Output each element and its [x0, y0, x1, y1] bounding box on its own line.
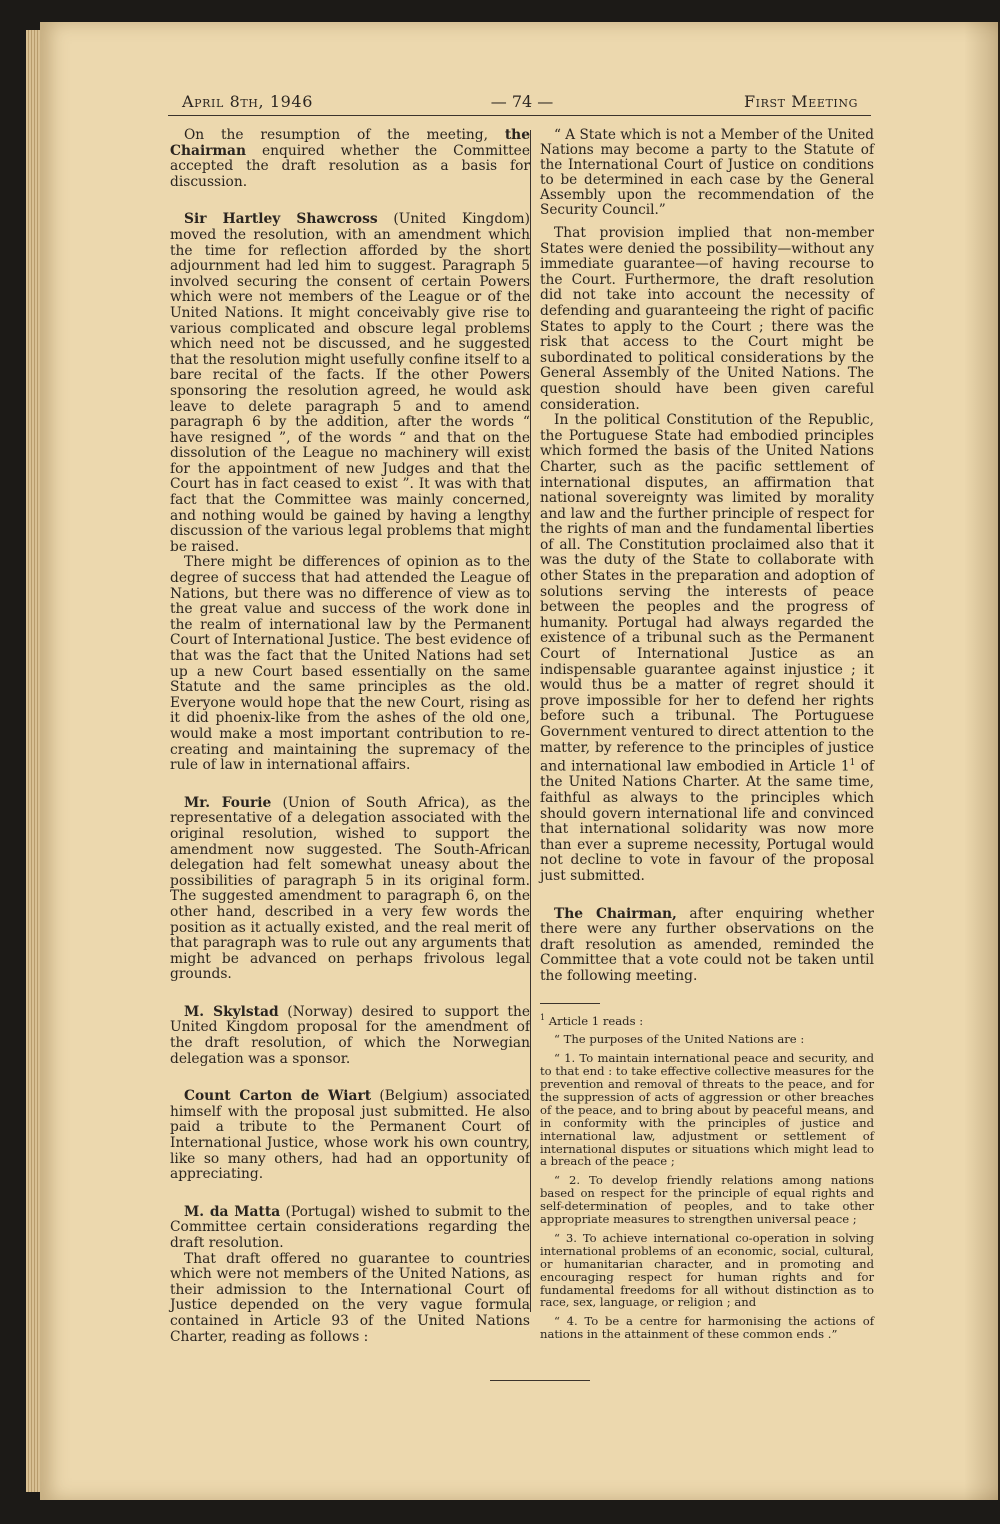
speaker-name: Count Carton de Wiart — [184, 1088, 372, 1105]
speaker-name: M. Skylstad — [184, 1003, 279, 1020]
paragraph: That provision implied that non-member States were denied the possibility—without any immediate guarantee—of having recourse to the Court. Furthermore, the draft resolution did not take into account the necessity of defending and guaranteeing the right of pacific States to apply to the Court ; there was the risk that access to the Court might be subordinated to political considerations by the General Assembly of the United Nations. The question should have been given careful consideration. — [540, 225, 874, 413]
footnote-item: “ 4. To be a centre for harmonising the actions of nations in the attainment of these common ends .” — [540, 1314, 874, 1342]
footnote — [540, 1012, 874, 1342]
text-run: (Norway) desired to support the United Kingdom proposal for the amendment of the draft resolution, of which the Norwegian delegation was a sponsor. — [170, 1003, 530, 1067]
header-rule — [168, 115, 871, 116]
paragraph — [540, 413, 874, 884]
text-run: In the political Constitution of the Republic, the Portuguese State had embodied principles which formed the basis of the United Nations Charter, such as the pacific settlement of international disputes, an affirmation that national sovereignty was limited by morality and law and the further principle of respect for the rights of man and the fundamental liberties of all. The Constitution proclaimed also that it was the duty of the State to collaborate with other States in the preparation and adoption of solutions serving the interests of peace between the peoples and the progress of humanity. Portugal had always regarded the existence of a tribunal such as the Permanent Court of International Justice as an indispensable guarantee against injustice ; it would thus be a matter of regret should it prove impossible for her to defend her rights before such a tribunal. The Portuguese Government ventured to direct attention to the matter, by reference to the principles of justice and international law embodied in Article 1 — [540, 412, 874, 775]
paragraph — [170, 212, 530, 555]
footnote-item: “ 3. To achieve international co-operation in solving international problems of an economic, social, cultural, or humanitarian character, and in promoting and encouraging respect for human rights and for fundamental freedoms for all without distinction as to race, sex, language, or religion ; and — [540, 1230, 874, 1310]
speaker-name: the Chairman — [170, 127, 530, 159]
speaker-name: Mr. Fourie — [184, 794, 272, 811]
speaker-name: M. da Matta — [184, 1203, 281, 1220]
paragraph: There might be differences of opinion as to the degree of success that had attended the League of Nations, but there was no difference of view as to the great value and success of the work done in the realm of international law by the Permanent Court of International Justice. The best evidence of that was the fact that the United Nations had set up a new Court based essentially on the same Statute and the same principles as the old. Everyone would hope that the new Court, rising as it did phoenix-like from the ashes of the old one, would make a most important contribution to re-creating and maintaining the supremacy of the rule of law in international affairs. — [170, 554, 530, 774]
quoted-article: “ A State which is not a Member of the United Nations may become a party to the Statute of the International Court of Justice on conditions to be determined in each case by the General Assembly upon the recommendation of the Security Council.” — [540, 127, 874, 218]
header-section: First Meeting — [743, 92, 858, 111]
footnote-rule — [540, 1003, 600, 1004]
footnote-intro — [540, 1012, 874, 1028]
footnote-ref: 1 — [849, 758, 856, 769]
footnote-lead: “ The purposes of the United Nations are : — [554, 1032, 805, 1047]
paragraph: That draft offered no guarantee to countries which were not members of the United Nations, as their admission to the International Court of Justice depended on the very vague formula contained in Article 93 of the United Nations Charter, reading as follows : — [170, 1250, 530, 1345]
footnote-marker: 1 — [540, 1012, 546, 1022]
column-divider — [530, 130, 531, 1312]
left-column — [170, 128, 530, 1345]
header-page-number: — 74 — — [490, 92, 554, 111]
paragraph — [170, 1089, 530, 1183]
page-header — [182, 88, 858, 112]
text-run: of the United Nations Charter. At the same time, faithful as always to the principles which should govern international life and convinced that international solidarity was now more than ever a supreme necessity, Portugal would not decline to vote in favour of the proposal just submitted. — [540, 758, 874, 884]
text-run: Article 1 reads : — [545, 1013, 644, 1028]
gutter-shadow — [964, 22, 1000, 1500]
paragraph — [170, 1205, 530, 1252]
text-run: after enquiring whether there were any further observations on the draft resolution as amended, reminded the Committee that a vote could not be taken until the following meeting. — [540, 905, 874, 984]
footnote-item: “ 1. To maintain international peace and security, and to that end : to take effective collective measures for the prevention and removal of threats to the peace, and for the suppression of acts of aggression or other breaches of the peace, and to bring about by peaceful means, and in conformity with the principles of justice and international law, adjustment or settlement of international disputes or situations which might lead to a breach of the peace ; — [540, 1051, 874, 1169]
text-run: (Belgium) associated himself with the proposal just submitted. He also paid a tribute to the Permanent Court of International Justice, whose work his own country, like so many others, had had an opportunity of appreciating. — [170, 1088, 530, 1183]
text-run: enquired whether the Committee accepted the draft resolution as a basis for discussion. — [170, 142, 530, 190]
footnote-item: “ 2. To develop friendly relations among nations based on respect for the principle of equal rights and self-determination of peoples, and to take other appropriate measures to strengthen universal peace ; — [540, 1173, 874, 1227]
header-date: April 8th, 1946 — [182, 92, 313, 111]
text-run: (United Kingdom) moved the resolution, with an amendment which the time for reflection afforded by the short adjournment had led him to suggest. Paragraph 5 involved securing the consent of certain Powers which were not members of the League or of the United Nations. It might conceivably give rise to various complicated and obscure legal problems which need not be discussed, and he suggested that the resolution might usefully confine itself to a bare recital of the facts. If the other Powers sponsoring the resolution agreed, he would ask leave to delete paragraph 5 and to amend paragraph 6 by the addition, after the words “ have resigned ”, of the words “ and that on the dissolution of the League no machinery will exist for the appointment of new Judges and that the Court has in fact ceased to exist ”. It was with that fact that the Committee was mainly concerned, and nothing would be gained by having a lengthy discussion of the various legal problems that might be raised. — [170, 211, 530, 555]
speaker-name: Sir Hartley Shawcross — [184, 211, 378, 228]
speaker-name: The Chairman, — [554, 905, 677, 922]
paragraph — [170, 128, 530, 190]
end-rule — [490, 1380, 590, 1381]
text-run: On the resumption of the meeting, — [184, 127, 505, 143]
paragraph — [170, 1005, 530, 1067]
paragraph — [540, 907, 874, 985]
text-run: (Union of South Africa), as the representative of a delegation associated with the original resolution, wished to support the amendment now suggested. The South-African delegation had felt somewhat uneasy about the possibilities of paragraph 5 in its original form. The suggested amendment to paragraph 6, on the other hand, described in a very few words the position as it actually existed, and the real merit of that paragraph was to rule out any arguments that might be advanced on perhaps frivolous legal grounds. — [170, 794, 530, 983]
text-run: (Portugal) wished to submit to the Committee certain considerations regarding the draft resolution. — [170, 1203, 530, 1251]
paragraph — [170, 796, 530, 983]
right-column — [540, 128, 874, 1347]
